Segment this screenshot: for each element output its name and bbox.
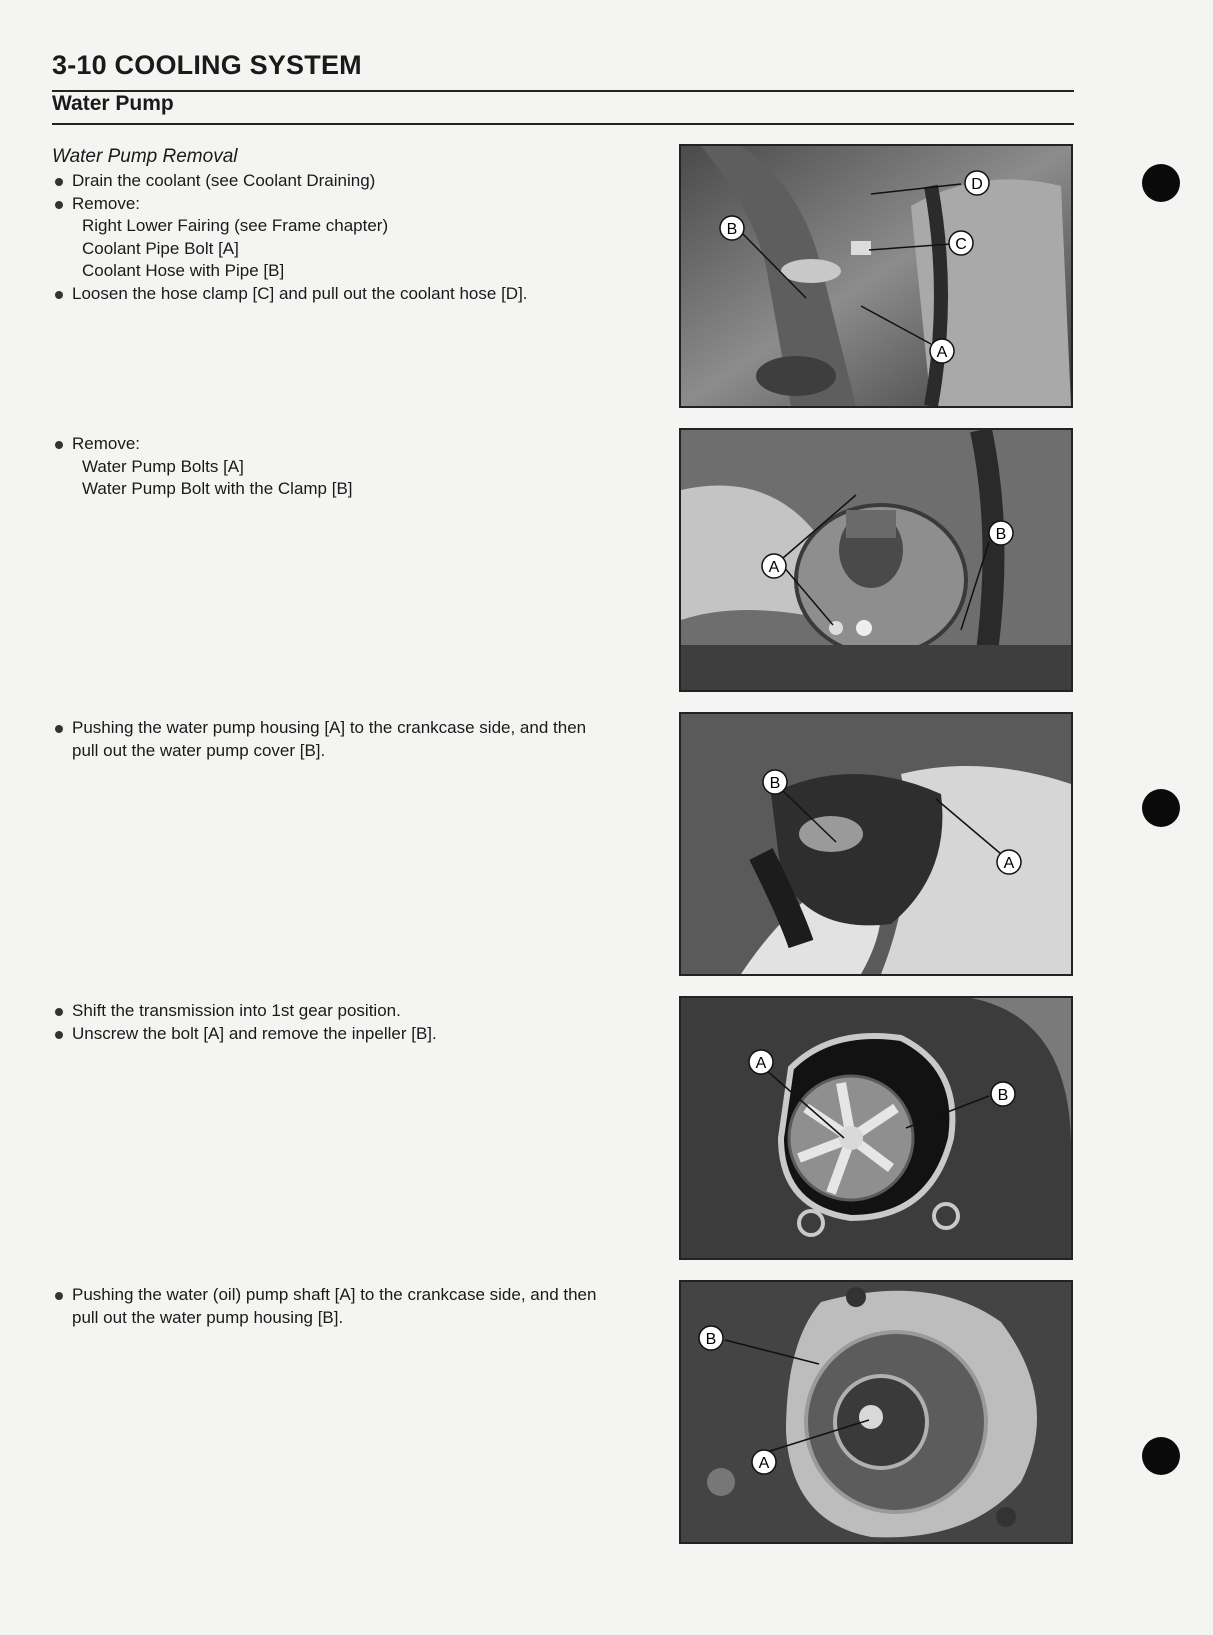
step-1-text (52, 170, 662, 305)
step-line: Water Pump Bolts [A] (82, 456, 244, 476)
title-rule (52, 90, 1074, 92)
photo-pump-cover (679, 712, 1073, 976)
photo-pump-housing (679, 1280, 1073, 1544)
step-line: Right Lower Fairing (see Frame chapter) (82, 216, 389, 235)
photo-hose-removal (679, 144, 1073, 408)
subtitle-rule (52, 123, 1074, 125)
callout-label (752, 1450, 776, 1474)
callout-letter: A (1003, 855, 1015, 872)
step-line: Remove: (52, 193, 662, 216)
step-line: pull out the water pump cover [B]. (72, 740, 326, 760)
callout-letter: A (755, 1055, 767, 1072)
callout-letter: A (768, 559, 780, 576)
step-line: Coolant Hose with Pipe [B] (82, 261, 285, 280)
callout-label (991, 1082, 1015, 1106)
step-line: Pushing the water (oil) pump shaft [A] to the crankcase side, and then (52, 1284, 662, 1307)
callout-label (965, 171, 989, 195)
callout-label (699, 1326, 723, 1350)
photo-pump-bolts (679, 428, 1073, 692)
callout-letter: B (726, 221, 738, 238)
callout-letter: B (769, 775, 781, 792)
callout-letter: B (997, 1087, 1009, 1104)
step-3-text (52, 717, 662, 762)
step-line: Unscrew the bolt [A] and remove the inpeller [B]. (52, 1023, 662, 1046)
step-line: Loosen the hose clamp [C] and pull out the coolant hose [D]. (52, 283, 662, 306)
callout-letter: B (995, 526, 1007, 543)
callout-label (930, 339, 954, 363)
callout-label (997, 850, 1021, 874)
step-line: Pushing the water pump housing [A] to the crankcase side, and then (52, 717, 662, 740)
binder-hole (1142, 164, 1180, 202)
step-line: pull out the water pump housing [B]. (72, 1307, 344, 1327)
callout-letter: A (936, 344, 948, 361)
callout-letter: B (705, 1331, 717, 1348)
callout-label (989, 521, 1013, 545)
step-4-text (52, 1000, 662, 1045)
binder-hole (1142, 789, 1180, 827)
procedure-heading: Water Pump Removal (52, 146, 238, 167)
callout-letter: D (971, 176, 983, 193)
callout-letter: C (955, 236, 967, 253)
callout-label (763, 770, 787, 794)
step-line: Coolant Pipe Bolt [A] (82, 238, 239, 258)
binder-hole (1142, 1437, 1180, 1475)
callout-label (720, 216, 744, 240)
page-title: 3-10 COOLING SYSTEM (52, 50, 362, 80)
photo-impeller (679, 996, 1073, 1260)
step-line: Drain the coolant (see Coolant Draining) (52, 170, 662, 193)
callout-letter: A (758, 1455, 770, 1472)
callout-label (949, 231, 973, 255)
step-line: Water Pump Bolt with the Clamp [B] (82, 479, 353, 498)
section-subtitle: Water Pump (52, 92, 174, 115)
callout-label (762, 554, 786, 578)
step-2-text (52, 433, 662, 501)
step-5-text (52, 1284, 662, 1329)
callout-label (749, 1050, 773, 1074)
step-line: Remove: (52, 433, 662, 456)
step-line: Shift the transmission into 1st gear position. (52, 1000, 662, 1023)
